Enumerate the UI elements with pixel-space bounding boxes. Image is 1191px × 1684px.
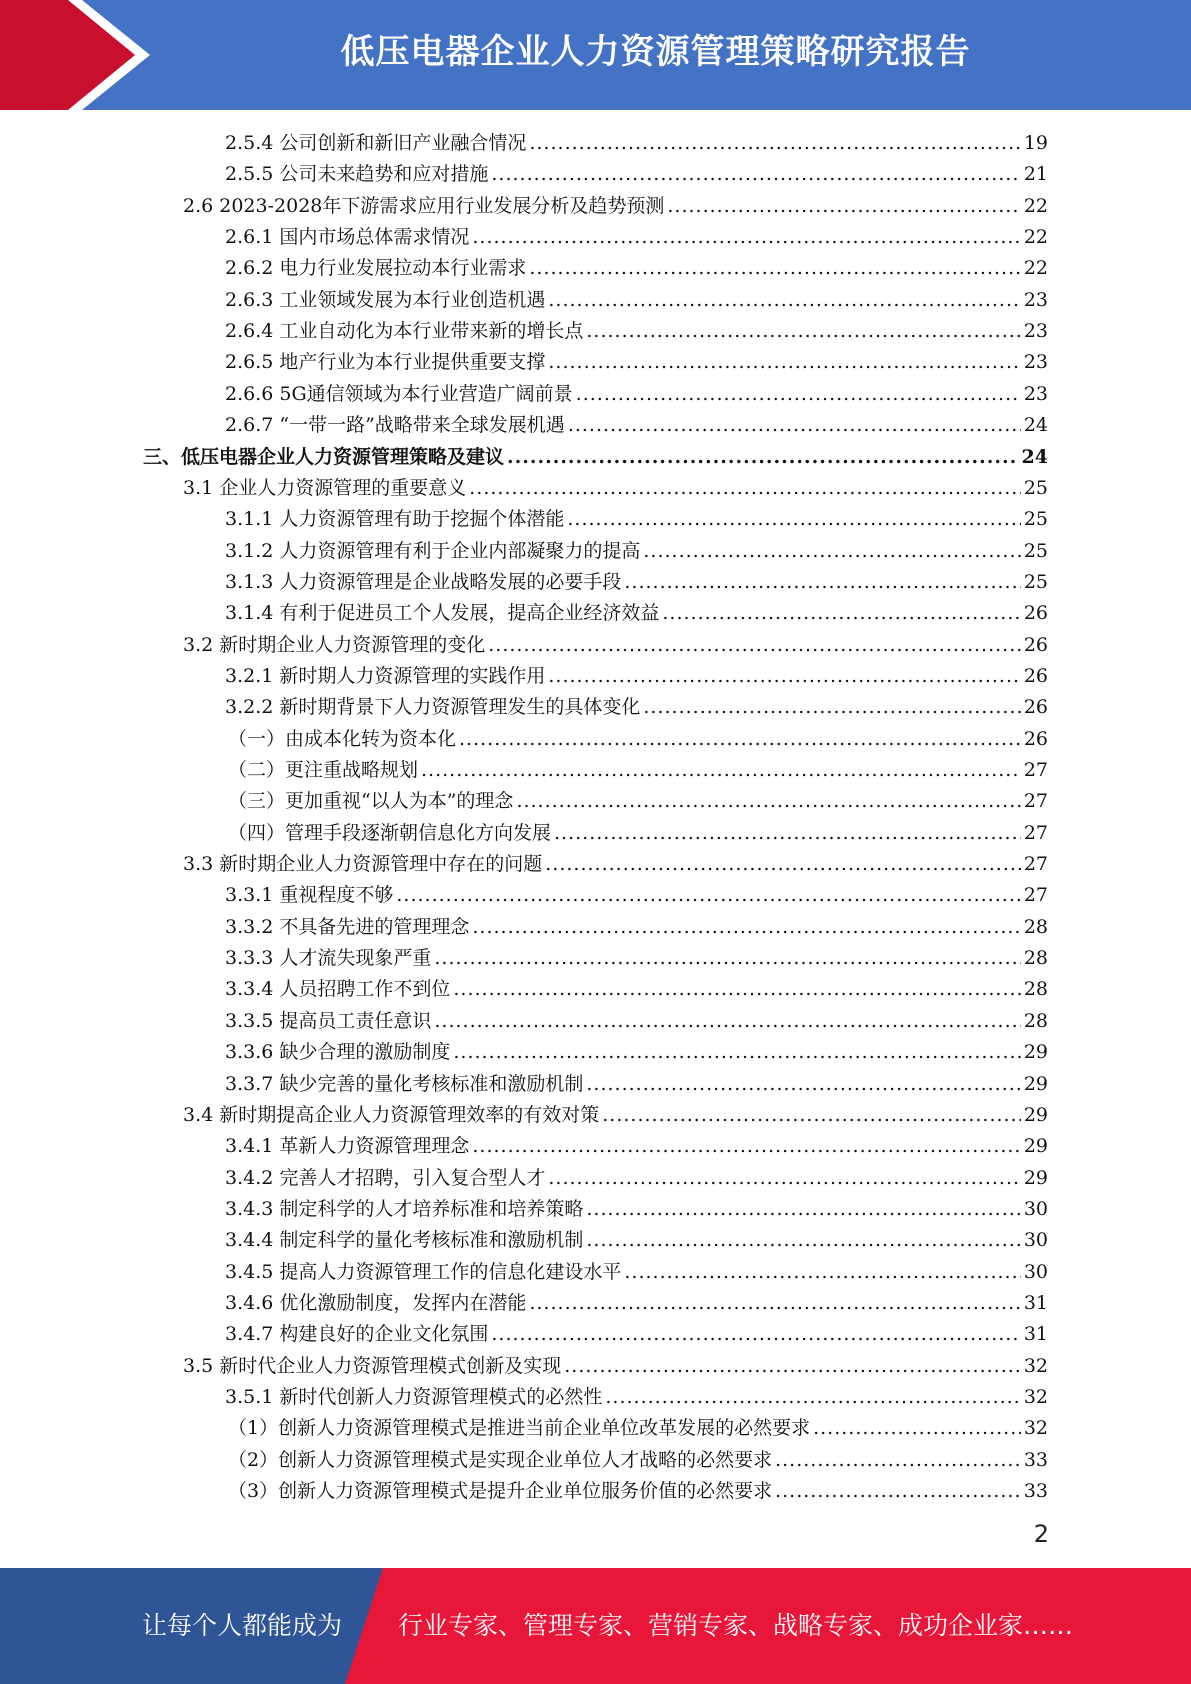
toc-dot-leader <box>472 1131 1020 1162</box>
toc-entry-page: 24 <box>1021 445 1048 468</box>
toc-dot-leader <box>545 849 1021 880</box>
toc-entry-page: 22 <box>1023 257 1048 280</box>
toc-entry-title: 3.4.4 制定科学的量化考核标准和激励机制 <box>225 1229 584 1252</box>
toc-entry-page: 27 <box>1023 790 1048 813</box>
toc-entry-title: （四）管理手段逐渐朝信息化方向发展 <box>228 821 552 844</box>
toc-entry-page: 30 <box>1023 1229 1048 1252</box>
toc-entry-page: 28 <box>1023 1009 1048 1032</box>
toc-dot-leader <box>662 598 1020 629</box>
toc-dot-leader <box>586 1069 1020 1100</box>
toc-dot-leader <box>586 316 1020 347</box>
toc-entry-page: 26 <box>1023 602 1048 625</box>
toc-entry-title: 3.4 新时期提高企业人力资源管理效率的有效对策 <box>183 1103 600 1126</box>
toc-dot-leader <box>453 974 1020 1005</box>
toc-entry-title: 2.5.5 公司未来趋势和应对措施 <box>225 163 489 186</box>
toc-entry-page: 23 <box>1023 351 1048 374</box>
toc-dot-leader <box>775 1445 1021 1476</box>
toc-dot-leader <box>529 253 1020 284</box>
toc-entry-page: 23 <box>1023 288 1048 311</box>
toc-entry-title: 3.2 新时期企业人力资源管理的变化 <box>183 633 486 656</box>
toc-entry-page: 29 <box>1023 1103 1048 1126</box>
toc-entry[interactable] <box>225 1069 1048 1100</box>
toc-entry-title: 3.4.6 优化激励制度，发挥内在潜能 <box>225 1291 527 1314</box>
header-chevron-icon <box>0 0 135 110</box>
toc-entry[interactable] <box>225 536 1048 567</box>
toc-entry[interactable] <box>225 1288 1048 1319</box>
toc-entry[interactable] <box>225 692 1048 723</box>
toc-dot-leader <box>548 285 1020 316</box>
toc-dot-leader <box>548 347 1020 378</box>
toc-entry[interactable] <box>225 880 1048 911</box>
toc-entry-title: 2.6.5 地产行业为本行业提供重要支撑 <box>225 351 546 374</box>
toc-entry[interactable] <box>225 943 1048 974</box>
toc-entry-page: 19 <box>1023 132 1048 154</box>
toc-dot-leader <box>434 1006 1020 1037</box>
toc-dot-leader <box>813 1413 1021 1444</box>
toc-entry[interactable] <box>228 1413 1048 1444</box>
toc-entry-title: 3.1.4 有利于促进员工个人发展，提高企业经济效益 <box>225 602 660 625</box>
page-footer <box>0 1568 1191 1684</box>
toc-entry-title: 2.6 2023-2028年下游需求应用行业发展分析及趋势预测 <box>183 194 665 217</box>
toc-entry-title: （2）创新人力资源管理模式是实现企业单位人才战略的必然要求 <box>228 1448 773 1471</box>
toc-dot-leader <box>453 1037 1020 1068</box>
toc-entry-page: 32 <box>1023 1386 1048 1408</box>
toc-entry-title: 2.6.6 5G通信领域为本行业营造广阔前景 <box>225 382 573 405</box>
toc-entry-title: 3.3.6 缺少合理的激励制度 <box>225 1041 451 1064</box>
toc-entry[interactable] <box>228 724 1048 755</box>
toc-entry[interactable] <box>225 253 1048 284</box>
toc-dot-leader <box>576 379 1021 410</box>
toc-entry[interactable] <box>225 1319 1048 1350</box>
toc-entry-title: 3.4.1 革新人力资源管理理念 <box>225 1135 470 1158</box>
toc-dot-leader <box>624 1257 1020 1288</box>
toc-entry[interactable] <box>183 1100 1048 1131</box>
footer-slogan-left: 让每个人都能成为 <box>142 1611 343 1640</box>
toc-entry[interactable] <box>228 818 1048 849</box>
toc-entry-page: 21 <box>1023 163 1048 186</box>
toc-dot-leader <box>602 1100 1021 1131</box>
toc-entry-page: 33 <box>1023 1480 1048 1503</box>
toc-dot-leader <box>667 191 1020 222</box>
toc-entry-title: （1）创新人力资源管理模式是推进当前企业单位改革发展的必然要求 <box>228 1417 811 1440</box>
toc-entry[interactable] <box>225 912 1048 943</box>
toc-entry-title: 3.1 企业人力资源管理的重要意义 <box>183 476 467 499</box>
toc-entry[interactable] <box>225 128 1048 159</box>
toc-entry-title: 2.6.2 电力行业发展拉动本行业需求 <box>225 257 527 280</box>
toc-dot-leader <box>491 159 1020 190</box>
toc-entry-title: （一）由成本化转为资本化 <box>228 727 457 750</box>
toc-dot-leader <box>469 473 1021 504</box>
toc-dot-leader <box>568 410 1021 441</box>
toc-entry-title: 3.4.5 提高人力资源管理工作的信息化建设水平 <box>225 1260 622 1283</box>
toc-entry[interactable] <box>225 410 1048 441</box>
toc-dot-leader <box>507 442 1019 473</box>
page-header <box>0 0 1191 110</box>
toc-entry[interactable] <box>225 285 1048 316</box>
toc-entry[interactable] <box>225 567 1048 598</box>
toc-entry-title: 三、低压电器企业人力资源管理策略及建议 <box>143 445 505 468</box>
toc-entry-page: 23 <box>1023 382 1048 405</box>
toc-entry-title: 3.3.4 人员招聘工作不到位 <box>225 978 451 1001</box>
toc-entry-title: （3）创新人力资源管理模式是提升企业单位服务价值的必然要求 <box>228 1480 773 1503</box>
toc-entry-page: 30 <box>1023 1260 1048 1283</box>
toc-entry[interactable] <box>225 222 1048 253</box>
toc-entry-page: 28 <box>1023 947 1048 970</box>
toc-dot-leader <box>548 661 1020 692</box>
toc-entry-page: 29 <box>1023 1072 1048 1095</box>
toc-dot-leader <box>529 1288 1020 1319</box>
report-title: 低压电器企业人力资源管理策略研究报告 <box>340 32 971 72</box>
toc-entry[interactable] <box>225 598 1048 629</box>
toc-entry-title: 2.6.1 国内市场总体需求情况 <box>225 226 470 249</box>
toc-entry-page: 32 <box>1023 1354 1048 1377</box>
toc-dot-leader <box>529 128 1020 159</box>
toc-entry[interactable] <box>225 316 1048 347</box>
toc-dot-leader <box>472 912 1020 943</box>
toc-entry[interactable] <box>225 1225 1048 1256</box>
toc-entry-title: （三）更加重视“以人为本”的理念 <box>228 790 514 813</box>
toc-entry-page: 27 <box>1023 884 1048 907</box>
toc-dot-leader <box>624 567 1020 598</box>
toc-entry[interactable] <box>225 1037 1048 1068</box>
toc-entry-title: 3.4.3 制定科学的人才培养标准和培养策略 <box>225 1197 584 1220</box>
toc-dot-leader <box>491 1319 1020 1350</box>
footer-slogan-right: 行业专家、管理专家、营销专家、战略专家、成功企业家…… <box>398 1611 1074 1640</box>
toc-entry-title: 3.2.1 新时期人力资源管理的实践作用 <box>225 664 546 687</box>
toc-dot-leader <box>586 1225 1020 1256</box>
toc-entry[interactable] <box>183 630 1048 661</box>
toc-entry-title: 3.1.3 人力资源管理是企业战略发展的必要手段 <box>225 570 622 593</box>
toc-dot-leader <box>488 630 1021 661</box>
page-number: 2 <box>1033 1520 1049 1548</box>
toc-dot-leader <box>396 880 1020 911</box>
toc-entry[interactable] <box>228 1476 1048 1507</box>
toc-entry-page: 31 <box>1023 1323 1048 1346</box>
toc-entry[interactable] <box>183 849 1048 880</box>
toc-dot-leader <box>434 943 1020 974</box>
toc-entry-page: 26 <box>1023 696 1048 719</box>
toc-entry[interactable] <box>225 347 1048 378</box>
toc-entry-title: 3.3.7 缺少完善的量化考核标准和激励机制 <box>225 1072 584 1095</box>
toc-entry-page: 24 <box>1023 414 1048 437</box>
toc-entry[interactable] <box>225 379 1048 410</box>
toc-entry-title: 2.6.4 工业自动化为本行业带来新的增长点 <box>225 320 584 343</box>
toc-entry-title: 2.6.3 工业领域发展为本行业创造机遇 <box>225 288 546 311</box>
toc-entry[interactable] <box>225 1257 1048 1288</box>
toc-entry-title: 3.3 新时期企业人力资源管理中存在的问题 <box>183 853 543 876</box>
toc-entry-page: 27 <box>1023 821 1048 844</box>
toc-entry[interactable] <box>225 974 1048 1005</box>
toc-entry[interactable] <box>225 661 1048 692</box>
toc-entry-title: 3.1.2 人力资源管理有利于企业内部凝聚力的提高 <box>225 539 641 562</box>
toc-dot-leader <box>472 222 1020 253</box>
toc-entry-page: 27 <box>1023 853 1048 876</box>
toc-entry-page: 29 <box>1023 1166 1048 1189</box>
toc-entry[interactable] <box>225 1006 1048 1037</box>
toc-dot-leader <box>643 692 1020 723</box>
toc-entry-title: 3.2.2 新时期背景下人力资源管理发生的具体变化 <box>225 696 641 719</box>
toc-entry-page: 26 <box>1023 664 1048 687</box>
toc-dot-leader <box>643 536 1020 567</box>
toc-entry-page: 28 <box>1023 915 1048 938</box>
toc-entry[interactable] <box>228 755 1048 786</box>
toc-entry-page: 29 <box>1023 1135 1048 1158</box>
toc-entry[interactable] <box>225 1382 1048 1413</box>
toc-entry-page: 25 <box>1023 508 1048 531</box>
toc-dot-leader <box>605 1382 1020 1413</box>
toc-dot-leader <box>564 1351 1021 1382</box>
toc-dot-leader <box>459 724 1021 755</box>
toc-dot-leader <box>586 1194 1020 1225</box>
toc-dot-leader <box>516 786 1020 817</box>
toc-entry[interactable] <box>225 1131 1048 1162</box>
toc-entry-page: 30 <box>1023 1197 1048 1220</box>
toc-entry-page: 28 <box>1023 978 1048 1001</box>
toc-dot-leader <box>567 504 1020 535</box>
toc-entry[interactable] <box>228 786 1048 817</box>
toc-entry-page: 22 <box>1023 194 1048 217</box>
toc-entry[interactable] <box>183 191 1048 222</box>
toc-entry-page: 27 <box>1023 759 1048 781</box>
toc-entry-page: 25 <box>1023 476 1048 499</box>
toc-dot-leader <box>548 1163 1020 1194</box>
toc-entry-title: （二）更注重战略规划 <box>228 759 419 781</box>
toc-entry-title: 2.5.4 公司创新和新旧产业融合情况 <box>225 132 527 154</box>
toc-entry-page: 25 <box>1023 570 1048 593</box>
toc-entry-title: 3.3.1 重视程度不够 <box>225 884 394 907</box>
toc-entry-title: 3.1.1 人力资源管理有助于挖掘个体潜能 <box>225 508 565 531</box>
toc-entry[interactable] <box>228 1445 1048 1476</box>
toc-entry[interactable] <box>225 504 1048 535</box>
toc-entry-page: 31 <box>1023 1291 1048 1314</box>
toc-entry-title: 3.3.3 人才流失现象严重 <box>225 947 432 970</box>
toc-entry[interactable] <box>225 1163 1048 1194</box>
toc-entry-page: 29 <box>1023 1041 1048 1064</box>
toc-entry-title: 3.4.7 构建良好的企业文化氛围 <box>225 1323 489 1346</box>
toc-entry[interactable] <box>225 159 1048 190</box>
toc-entry-page: 23 <box>1023 320 1048 343</box>
toc-entry-page: 32 <box>1023 1417 1048 1440</box>
toc-entry[interactable] <box>183 473 1048 504</box>
toc-entry[interactable] <box>143 442 1048 473</box>
toc-entry[interactable] <box>225 1194 1048 1225</box>
toc-dot-leader <box>775 1476 1021 1507</box>
toc-entry-page: 26 <box>1023 633 1048 656</box>
toc-entry-title: 2.6.7 “一带一路”战略带来全球发展机遇 <box>225 414 565 437</box>
toc-entry-page: 25 <box>1023 539 1048 562</box>
toc-entry-title: 3.5 新时代企业人力资源管理模式创新及实现 <box>183 1354 562 1377</box>
toc-entry[interactable] <box>183 1351 1048 1382</box>
toc-entry-page: 33 <box>1023 1448 1048 1471</box>
toc-entry-title: 3.5.1 新时代创新人力资源管理模式的必然性 <box>225 1386 603 1408</box>
toc-entry-title: 3.4.2 完善人才招聘，引入复合型人才 <box>225 1166 546 1189</box>
toc-entry-title: 3.3.2 不具备先进的管理理念 <box>225 915 470 938</box>
toc-dot-leader <box>421 755 1021 786</box>
toc-dot-leader <box>554 818 1021 849</box>
toc-entry-page: 22 <box>1023 226 1048 249</box>
toc-entry-title: 3.3.5 提高员工责任意识 <box>225 1009 432 1032</box>
toc-entry-page: 26 <box>1023 727 1048 750</box>
